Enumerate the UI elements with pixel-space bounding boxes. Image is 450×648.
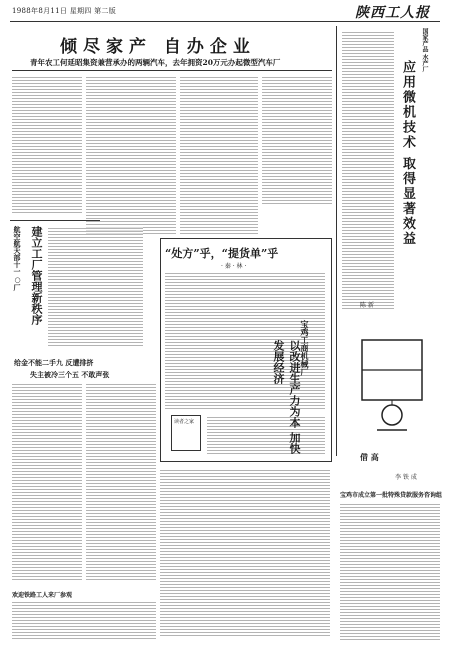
feature-small-box: 读者之家 xyxy=(171,415,201,451)
lead-subhead: 青年农工何延昭集资兼营承办的两辆汽车，去年拥资20万元办起微型汽车厂 xyxy=(30,58,281,67)
lead-headline: 倾尽家产 自办企业 xyxy=(60,37,256,57)
feature-body-2 xyxy=(207,415,325,455)
right-byline: 陈 新 xyxy=(360,302,374,309)
cartoon-illustration xyxy=(342,320,442,450)
lead-col-1 xyxy=(12,75,82,215)
lead-divider xyxy=(12,70,332,71)
masthead-rule xyxy=(10,21,440,22)
right-headline: 应用微机技术 取得显著效益 xyxy=(400,60,415,247)
left-divider xyxy=(10,220,100,221)
right-kicker: 国家产品 水产厂 xyxy=(421,28,428,73)
lower-left-col-2 xyxy=(86,382,156,582)
right-column-rule xyxy=(336,26,337,316)
section-head-1: 给金不能二手九 反遭排挤 xyxy=(14,358,94,367)
left-body xyxy=(48,226,143,346)
lower-left-col-1 xyxy=(12,382,82,582)
lead-col-2 xyxy=(86,75,176,235)
newspaper-logo: 陕西工人报 xyxy=(355,5,430,21)
left-vertical-label: 航空航天部十一○厂 xyxy=(13,226,22,291)
cartoon-author: 李 铁 成 xyxy=(395,474,417,481)
section-head-2: 失主被冷三个五 不敢声张 xyxy=(30,370,110,379)
cartoon-rule xyxy=(336,316,337,456)
feature-title: “处方”乎，“提货单”乎 xyxy=(165,247,279,260)
lower-right-body xyxy=(340,502,440,640)
section-head-3: 欢迎铁路工人来厂参观 xyxy=(12,592,73,599)
lower-left-bottom xyxy=(12,600,156,640)
lead-col-3 xyxy=(180,75,258,235)
issue-date: 1988年8月11日 星期四 第二版 xyxy=(12,7,117,15)
section-head-4: 宝鸡市成立第一批特殊贷款服务咨询组 xyxy=(340,492,443,499)
right-body-col xyxy=(342,30,394,310)
left-vertical-title: 建立工厂管理新秩序 xyxy=(30,226,43,325)
feature-byline: · 秦 · 林 · xyxy=(221,263,247,270)
masthead xyxy=(0,0,450,22)
middle-title: 宝鸡工商机械厂 xyxy=(300,320,310,376)
middle-note: 以改进生产力为本 加快发展经济 xyxy=(272,340,301,454)
lead-col-4 xyxy=(262,75,332,205)
cartoon-caption: 借 高 xyxy=(360,452,379,462)
lower-middle-body xyxy=(160,468,330,638)
